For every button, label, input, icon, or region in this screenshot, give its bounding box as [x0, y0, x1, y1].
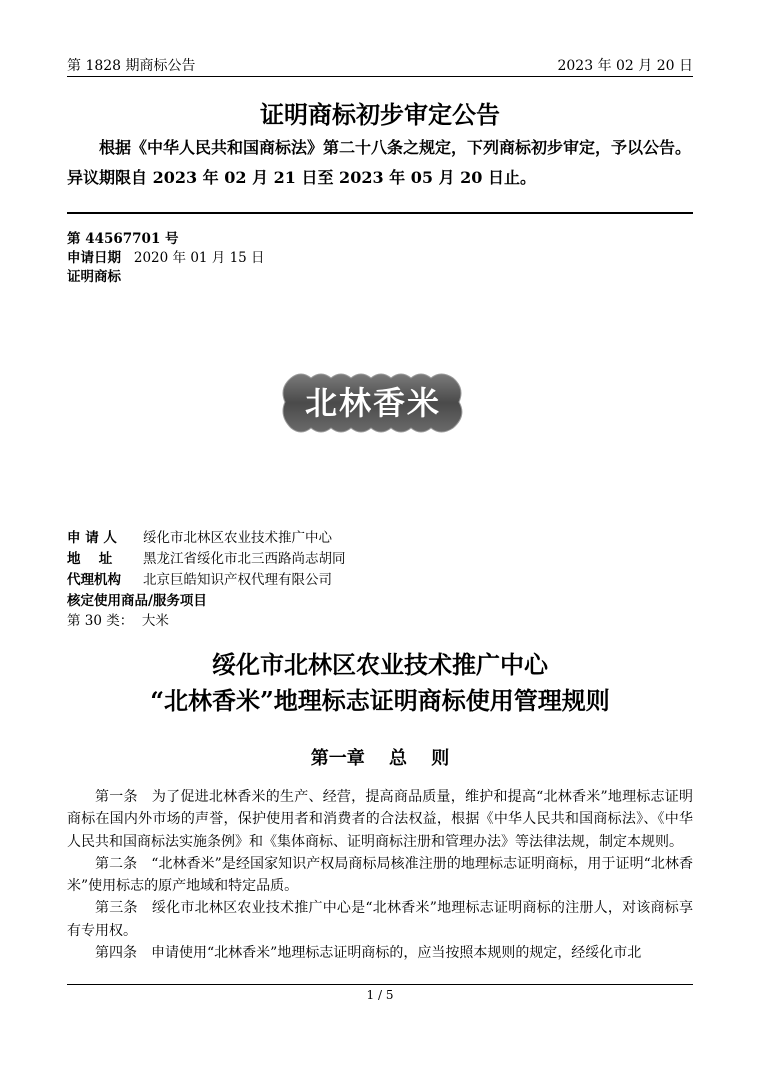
issue-number: 第 1828 期商标公告	[67, 58, 196, 74]
article-4: 第四条 申请使用“北林香米”地理标志证明商标的，应当按照本规则的规定，经绥化市北	[95, 945, 642, 962]
class-value: 大米	[141, 613, 169, 629]
article-3: 第三条 绥化市北林区农业技术推广中心是“北林香米”地理标志证明商标的注册人，对该商标享有专用权。	[67, 900, 693, 939]
announcement-intro: 根据《中华人民共和国商标法》第二十八条之规定，下列商标初步审定，予以公告。异议期限自 2023 年 02 月 21 日至 2023 年 05 月 20 日止。	[67, 138, 692, 187]
page-number: 1 / 5	[366, 988, 394, 1002]
applicant-label: 申 请 人	[67, 530, 117, 546]
agent-label: 代理机构	[67, 572, 121, 588]
announcement-title: 证明商标初步审定公告	[260, 100, 500, 129]
applicant-value: 绥化市北林区农业技术推广中心	[143, 530, 332, 546]
applicant-row	[67, 529, 332, 548]
address-value: 黑龙江省绥化市北三西路尚志胡同	[143, 551, 346, 567]
address-row	[67, 550, 346, 569]
footer-divider	[67, 984, 693, 985]
header-divider	[67, 76, 693, 77]
agent-row	[67, 571, 332, 590]
application-date	[67, 249, 265, 268]
intro-divider	[67, 212, 693, 214]
mark-type: 证明商标	[67, 269, 121, 285]
agent-value: 北京巨皓知识产权代理有限公司	[143, 572, 332, 588]
goods-label: 核定使用商品/服务项目	[67, 593, 207, 609]
class-label: 第 30 类：	[67, 613, 134, 629]
rules-title-line1: 绥化市北林区农业技术推广中心	[212, 650, 548, 679]
rules-title-line2: “北林香米”地理标志证明商标使用管理规则	[150, 686, 610, 715]
chapter-heading: 第一章 总 则	[310, 748, 450, 769]
article-1: 第一条 为了促进北林香米的生产、经营，提高商品质量，维护和提高“北林香米”地理标志证明商标在国内外市场的声誉，保护使用者和消费者的合法权益，根据《中华人民共和国商标法》、《中华人民共和国商标法实施条例》和《集体商标、证明商标注册和管理办法》等法律法规，制定本规则。	[67, 789, 693, 850]
class-row	[67, 612, 169, 631]
application-date-label: 申请日期	[67, 250, 121, 266]
logo-text: 北林香米	[304, 384, 442, 422]
issue-date: 2023 年 02 月 20 日	[557, 58, 693, 74]
mark-number: 第 44567701 号	[67, 231, 179, 247]
trademark-logo	[277, 366, 469, 442]
article-2: 第二条 “北林香米”是经国家知识产权局商标局核准注册的地理标志证明商标，用于证明“北林香米”使用标志的原产地域和特定品质。	[67, 855, 693, 895]
address-label: 地 址	[67, 551, 113, 567]
application-date-value: 2020 年 01 月 15 日	[133, 250, 265, 266]
rules-body	[67, 786, 693, 964]
